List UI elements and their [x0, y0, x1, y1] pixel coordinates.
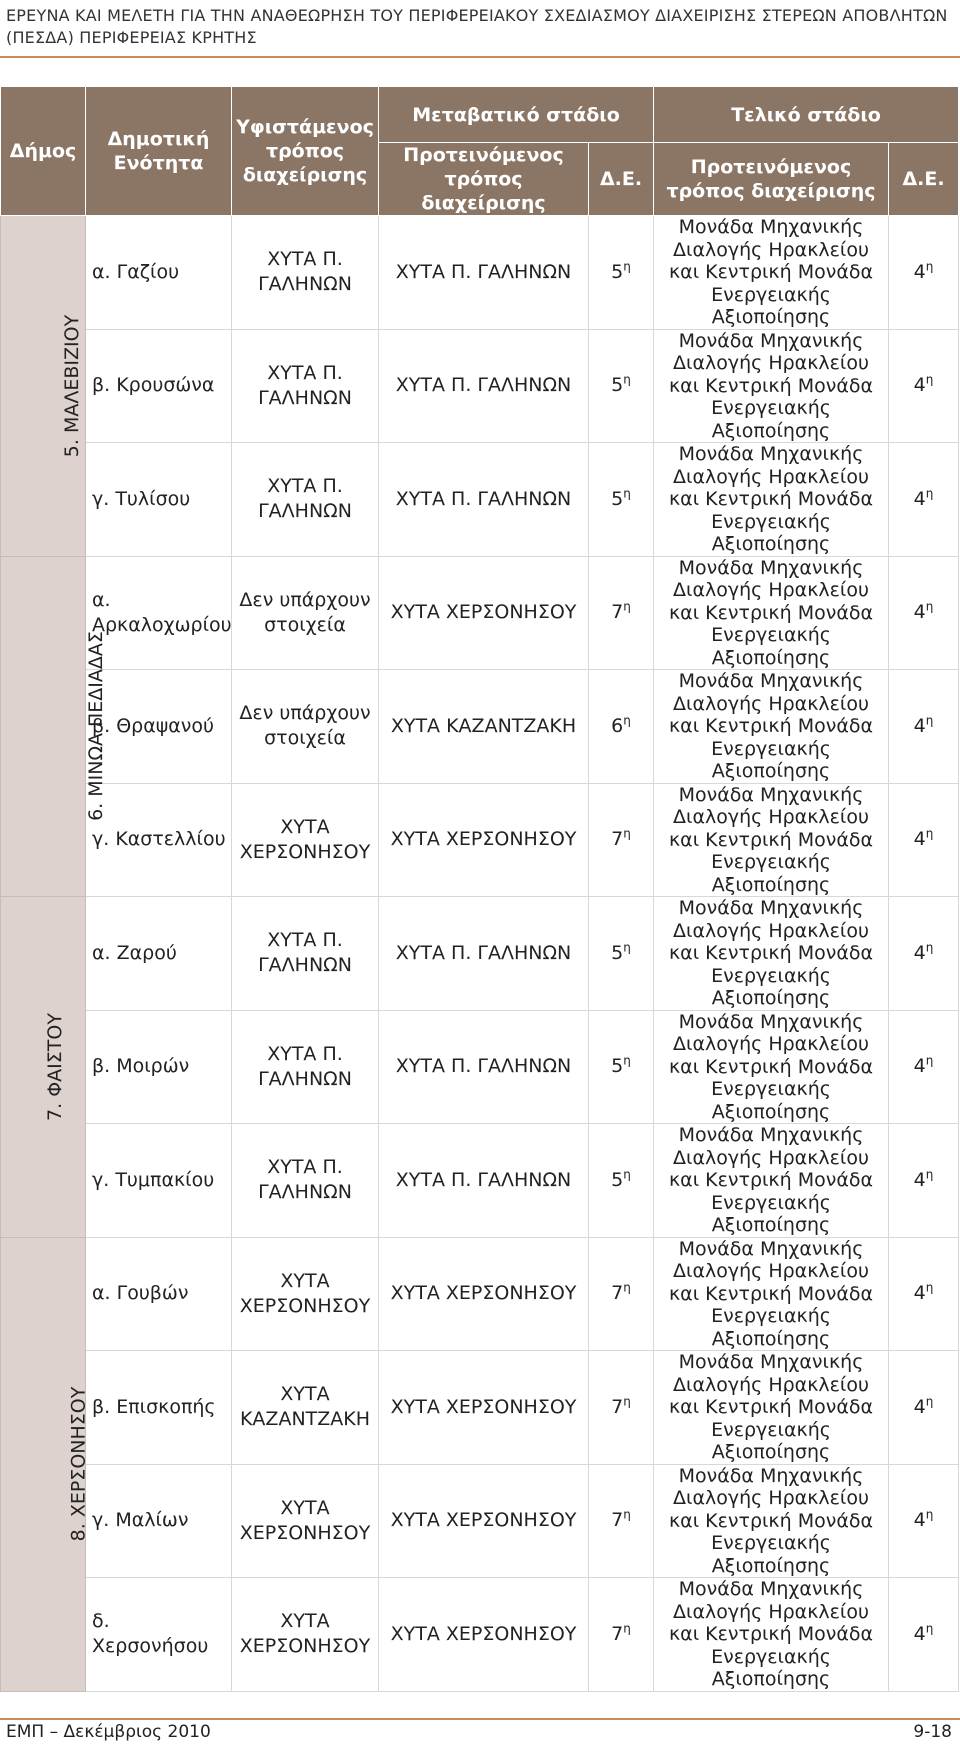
existing-management-cell: ΧΥΤΑ Π. ΓΑΛΗΝΩΝ — [232, 329, 379, 443]
final-de-cell — [889, 556, 959, 670]
enotita-cell: α. Αρκαλοχωρίου — [86, 556, 232, 670]
transitional-de-cell — [589, 897, 654, 1011]
final-de-number: 4 — [913, 828, 926, 851]
transitional-proposal-cell: ΧΥΤΑ Π. ΓΑΛΗΝΩΝ — [379, 1010, 589, 1124]
final-proposal-cell: Μονάδα Μηχανικής Διαλογής Ηρακλείου και Κεντρική Μονάδα Ενεργειακής Αξιοποίησης — [654, 1464, 889, 1578]
existing-management-cell: ΧΥΤΑ ΧΕΡΣΟΝΗΣΟΥ — [232, 1578, 379, 1692]
final-proposal-cell: Μονάδα Μηχανικής Διαλογής Ηρακλείου και Κεντρική Μονάδα Ενεργειακής Αξιοποίησης — [654, 897, 889, 1011]
final-proposal-cell: Μονάδα Μηχανικής Διαλογής Ηρακλείου και Κεντρική Μονάδα Ενεργειακής Αξιοποίησης — [654, 1237, 889, 1351]
transitional-de-cell — [589, 1578, 654, 1692]
final-proposal-cell: Μονάδα Μηχανικής Διαλογής Ηρακλείου και Κεντρική Μονάδα Ενεργειακής Αξιοποίησης — [654, 216, 889, 330]
table-row — [1, 670, 959, 784]
transitional-de-number: 5 — [611, 487, 624, 510]
ordinal-suffix: η — [623, 1621, 631, 1636]
transitional-de-number: 7 — [611, 1622, 624, 1645]
ordinal-suffix: η — [925, 259, 934, 274]
transitional-de-number: 7 — [611, 601, 624, 624]
transitional-de-cell — [589, 1010, 654, 1124]
transitional-de-cell — [589, 556, 654, 670]
transitional-de-number: 7 — [611, 1395, 624, 1418]
ordinal-suffix: η — [623, 259, 631, 274]
enotita-cell: γ. Τυμπακίου — [86, 1124, 232, 1238]
ordinal-suffix: η — [925, 826, 934, 841]
table-row — [1, 1464, 959, 1578]
header-metavatiko: Μεταβατικό στάδιο — [379, 87, 654, 143]
enotita-cell: α. Γαζίου — [86, 216, 232, 330]
final-de-cell — [889, 670, 959, 784]
existing-management-cell: ΧΥΤΑ ΧΕΡΣΟΝΗΣΟΥ — [232, 1237, 379, 1351]
municipality-label: 8. ΧΕΡΣΟΝΗΣΟΥ — [67, 1386, 90, 1542]
table-row — [1, 897, 959, 1011]
ordinal-suffix: η — [623, 1507, 631, 1522]
ordinal-suffix: η — [623, 372, 631, 387]
footer-divider — [0, 1718, 960, 1720]
final-de-cell — [889, 1124, 959, 1238]
enotita-cell: β. Επισκοπής — [86, 1351, 232, 1465]
header-proteinomenos-metavatiko: Προτεινόμενος τρόπος διαχείρισης — [379, 143, 589, 216]
transitional-proposal-cell: ΧΥΤΑ Π. ΓΑΛΗΝΩΝ — [379, 443, 589, 557]
enotita-cell: γ. Τυλίσου — [86, 443, 232, 557]
ordinal-suffix: η — [925, 1507, 934, 1522]
transitional-de-number: 6 — [611, 714, 624, 737]
final-de-number: 4 — [913, 487, 926, 510]
existing-management-cell: ΧΥΤΑ Π. ΓΑΛΗΝΩΝ — [232, 216, 379, 330]
existing-management-cell: ΧΥΤΑ ΧΕΡΣΟΝΗΣΟΥ — [232, 1464, 379, 1578]
final-de-number: 4 — [913, 1055, 926, 1078]
existing-management-cell: ΧΥΤΑ Π. ΓΑΛΗΝΩΝ — [232, 897, 379, 1011]
existing-management-cell: ΧΥΤΑ Π. ΓΑΛΗΝΩΝ — [232, 1010, 379, 1124]
final-de-number: 4 — [913, 1168, 926, 1191]
enotita-cell: δ. Χερσονήσου — [86, 1578, 232, 1692]
enotita-cell: α. Γουβών — [86, 1237, 232, 1351]
enotita-cell: β. Θραψανού — [86, 670, 232, 784]
enotita-cell: γ. Μαλίων — [86, 1464, 232, 1578]
final-proposal-cell: Μονάδα Μηχανικής Διαλογής Ηρακλείου και Κεντρική Μονάδα Ενεργειακής Αξιοποίησης — [654, 1578, 889, 1692]
table-row — [1, 329, 959, 443]
final-de-cell — [889, 443, 959, 557]
transitional-de-cell — [589, 1237, 654, 1351]
transitional-proposal-cell: ΧΥΤΑ ΧΕΡΣΟΝΗΣΟΥ — [379, 1237, 589, 1351]
table-row — [1, 1351, 959, 1465]
municipality-cell — [1, 556, 107, 897]
existing-management-cell: ΧΥΤΑ Π. ΓΑΛΗΝΩΝ — [232, 1124, 379, 1238]
transitional-proposal-cell: ΧΥΤΑ ΧΕΡΣΟΝΗΣΟΥ — [379, 783, 589, 897]
management-table — [0, 86, 959, 1692]
ordinal-suffix: η — [623, 1053, 631, 1068]
table-row — [1, 216, 959, 330]
final-proposal-cell: Μονάδα Μηχανικής Διαλογής Ηρακλείου και Κεντρική Μονάδα Ενεργειακής Αξιοποίησης — [654, 783, 889, 897]
header-enotita: Δημοτική Ενότητα — [86, 87, 232, 216]
footer-left-text: ΕΜΠ – Δεκέμβριος 2010 — [6, 1722, 211, 1742]
header-divider — [0, 56, 960, 58]
transitional-de-number: 5 — [611, 1055, 624, 1078]
table-row — [1, 556, 959, 670]
transitional-de-cell — [589, 1124, 654, 1238]
ordinal-suffix: η — [623, 1167, 631, 1182]
municipality-label: 5. ΜΑΛΕΒΙΖΙΟΥ — [61, 314, 84, 457]
header-proteinomenos-teliko: Προτεινόμενος τρόπος διαχείρισης — [654, 143, 889, 216]
transitional-proposal-cell: ΧΥΤΑ ΚΑΖΑΝΤΖΑΚΗ — [379, 670, 589, 784]
final-proposal-cell: Μονάδα Μηχανικής Διαλογής Ηρακλείου και Κεντρική Μονάδα Ενεργειακής Αξιοποίησης — [654, 556, 889, 670]
municipality-label: 7. ΦΑΙΣΤΟΥ — [43, 1012, 66, 1121]
enotita-cell: β. Μοιρών — [86, 1010, 232, 1124]
transitional-proposal-cell: ΧΥΤΑ ΧΕΡΣΟΝΗΣΟΥ — [379, 1578, 589, 1692]
table-row — [1, 1010, 959, 1124]
final-de-cell — [889, 1237, 959, 1351]
table-row — [1, 443, 959, 557]
enotita-cell: β. Κρουσώνα — [86, 329, 232, 443]
transitional-de-cell — [589, 329, 654, 443]
existing-management-cell: ΧΥΤΑ ΧΕΡΣΟΝΗΣΟΥ — [232, 783, 379, 897]
ordinal-suffix: η — [623, 486, 631, 501]
final-proposal-cell: Μονάδα Μηχανικής Διαλογής Ηρακλείου και Κεντρική Μονάδα Ενεργειακής Αξιοποίησης — [654, 1124, 889, 1238]
final-de-number: 4 — [913, 714, 926, 737]
transitional-de-number: 5 — [611, 941, 624, 964]
document-header-title: ΕΡΕΥΝΑ ΚΑΙ ΜΕΛΕΤΗ ΓΙΑ ΤΗΝ ΑΝΑΘΕΩΡΗΣΗ ΤΟΥ ΠΕΡΙΦΕΡΕΙΑΚΟΥ ΣΧΕΔΙΑΣΜΟΥ ΔΙΑΧΕΙΡΙΣΗΣ ΣΤΕΡΕΩΝ ΑΠΟΒΛΗΤΩΝ (ΠΕΣΔΑ) ΠΕΡΙΦΕΡΕΙΑΣ ΚΡΗΤΗΣ — [6, 6, 948, 47]
ordinal-suffix: η — [925, 486, 934, 501]
header-teliko: Τελικό στάδιο — [654, 87, 959, 143]
final-de-cell — [889, 783, 959, 897]
ordinal-suffix: η — [925, 1053, 934, 1068]
ordinal-suffix: η — [623, 826, 631, 841]
ordinal-suffix: η — [925, 1621, 934, 1636]
transitional-de-number: 7 — [611, 828, 624, 851]
header-yfistamenos: Υφιστάμενος τρόπος διαχείρισης — [232, 87, 379, 216]
final-proposal-cell: Μονάδα Μηχανικής Διαλογής Ηρακλείου και Κεντρική Μονάδα Ενεργειακής Αξιοποίησης — [654, 443, 889, 557]
table-row — [1, 1237, 959, 1351]
transitional-de-number: 7 — [611, 1282, 624, 1305]
enotita-cell: α. Ζαρού — [86, 897, 232, 1011]
final-de-cell — [889, 329, 959, 443]
final-de-number: 4 — [913, 1282, 926, 1305]
existing-management-cell: Δεν υπάρχουν στοιχεία — [232, 670, 379, 784]
transitional-de-number: 5 — [611, 260, 624, 283]
transitional-de-number: 5 — [611, 1168, 624, 1191]
table-row — [1, 1578, 959, 1692]
transitional-proposal-cell: ΧΥΤΑ Π. ΓΑΛΗΝΩΝ — [379, 216, 589, 330]
final-de-number: 4 — [913, 374, 926, 397]
final-de-number: 4 — [913, 1509, 926, 1532]
ordinal-suffix: η — [925, 599, 934, 614]
table-body — [1, 216, 959, 1692]
ordinal-suffix: η — [925, 1280, 934, 1295]
ordinal-suffix: η — [925, 372, 934, 387]
final-de-number: 4 — [913, 601, 926, 624]
transitional-de-cell — [589, 670, 654, 784]
ordinal-suffix: η — [623, 713, 631, 728]
transitional-de-cell — [589, 1351, 654, 1465]
enotita-cell: γ. Καστελλίου — [86, 783, 232, 897]
ordinal-suffix: η — [925, 713, 934, 728]
ordinal-suffix: η — [623, 599, 631, 614]
transitional-proposal-cell: ΧΥΤΑ ΧΕΡΣΟΝΗΣΟΥ — [379, 1464, 589, 1578]
header-de-teliko: Δ.Ε. — [889, 143, 959, 216]
final-de-cell — [889, 897, 959, 1011]
final-proposal-cell: Μονάδα Μηχανικής Διαλογής Ηρακλείου και Κεντρική Μονάδα Ενεργειακής Αξιοποίησης — [654, 1010, 889, 1124]
municipality-cell — [1, 1237, 90, 1691]
municipality-label: 6. ΜΙΝΩΑ ΠΕΔΙΑΔΑΣ — [84, 631, 107, 822]
table-row — [1, 783, 959, 897]
existing-management-cell: ΧΥΤΑ Π. ΓΑΛΗΝΩΝ — [232, 443, 379, 557]
final-proposal-cell: Μονάδα Μηχανικής Διαλογής Ηρακλείου και Κεντρική Μονάδα Ενεργειακής Αξιοποίησης — [654, 670, 889, 784]
transitional-proposal-cell: ΧΥΤΑ Π. ΓΑΛΗΝΩΝ — [379, 897, 589, 1011]
page-number: 9-18 — [913, 1722, 952, 1742]
transitional-de-cell — [589, 443, 654, 557]
transitional-proposal-cell: ΧΥΤΑ ΧΕΡΣΟΝΗΣΟΥ — [379, 556, 589, 670]
final-de-cell — [889, 1351, 959, 1465]
transitional-de-number: 7 — [611, 1509, 624, 1532]
ordinal-suffix: η — [623, 1394, 631, 1409]
final-proposal-cell: Μονάδα Μηχανικής Διαλογής Ηρακλείου και Κεντρική Μονάδα Ενεργειακής Αξιοποίησης — [654, 329, 889, 443]
ordinal-suffix: η — [925, 1167, 934, 1182]
final-de-number: 4 — [913, 941, 926, 964]
final-de-cell — [889, 1010, 959, 1124]
transitional-proposal-cell: ΧΥΤΑ Π. ΓΑΛΗΝΩΝ — [379, 1124, 589, 1238]
final-de-number: 4 — [913, 260, 926, 283]
transitional-de-number: 5 — [611, 374, 624, 397]
transitional-proposal-cell: ΧΥΤΑ ΧΕΡΣΟΝΗΣΟΥ — [379, 1351, 589, 1465]
final-de-number: 4 — [913, 1395, 926, 1418]
municipality-cell — [1, 216, 86, 557]
ordinal-suffix: η — [623, 940, 631, 955]
transitional-de-cell — [589, 783, 654, 897]
header-dimos: Δήμος — [1, 87, 86, 216]
municipality-cell — [1, 897, 86, 1238]
header-de-metavatiko: Δ.Ε. — [589, 143, 654, 216]
final-de-number: 4 — [913, 1622, 926, 1645]
ordinal-suffix: η — [925, 940, 934, 955]
table-row — [1, 1124, 959, 1238]
final-de-cell — [889, 1578, 959, 1692]
final-proposal-cell: Μονάδα Μηχανικής Διαλογής Ηρακλείου και Κεντρική Μονάδα Ενεργειακής Αξιοποίησης — [654, 1351, 889, 1465]
existing-management-cell: ΧΥΤΑ ΚΑΖΑΝΤΖΑΚΗ — [232, 1351, 379, 1465]
transitional-de-cell — [589, 216, 654, 330]
existing-management-cell: Δεν υπάρχουν στοιχεία — [232, 556, 379, 670]
final-de-cell — [889, 1464, 959, 1578]
final-de-cell — [889, 216, 959, 330]
ordinal-suffix: η — [623, 1280, 631, 1295]
ordinal-suffix: η — [925, 1394, 934, 1409]
transitional-proposal-cell: ΧΥΤΑ Π. ΓΑΛΗΝΩΝ — [379, 329, 589, 443]
transitional-de-cell — [589, 1464, 654, 1578]
